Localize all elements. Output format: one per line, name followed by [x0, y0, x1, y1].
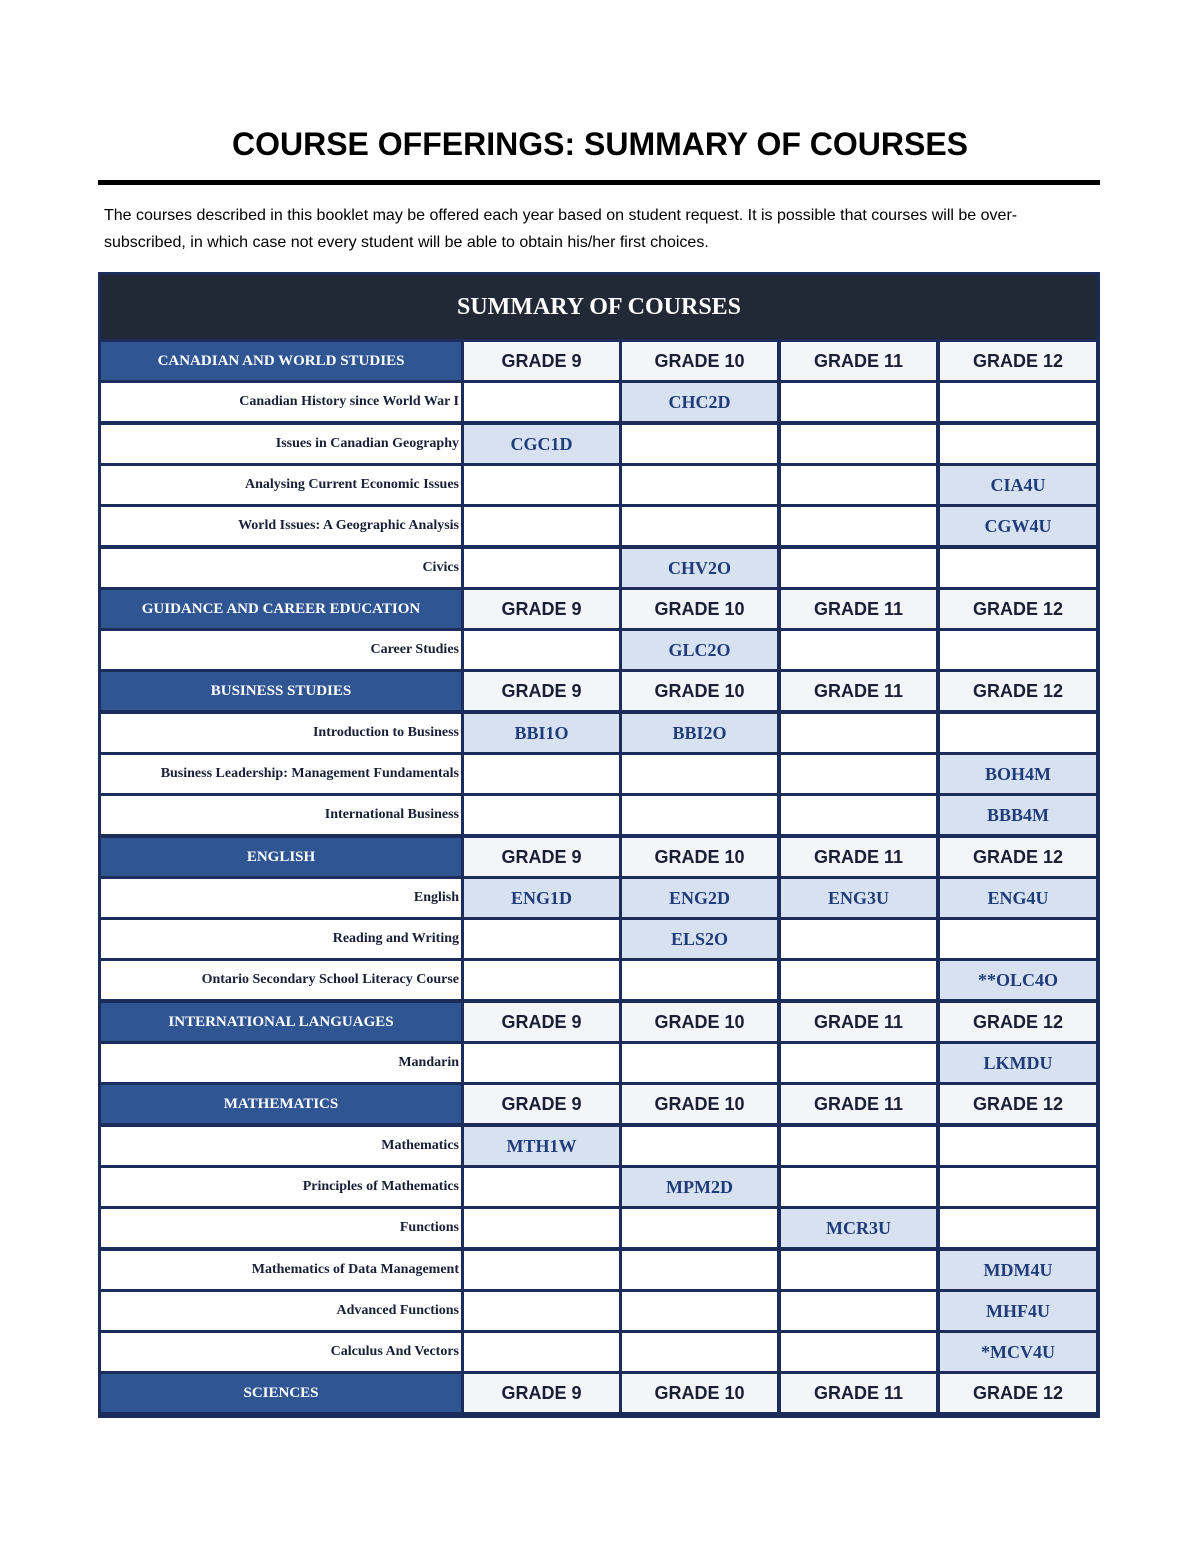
course-name: Canadian History since World War I	[101, 383, 461, 421]
section-name: ENGLISH	[101, 838, 461, 876]
grade-column-header: GRADE 11	[781, 1085, 936, 1123]
section-header-row	[98, 1085, 1100, 1123]
empty-cell	[464, 1044, 619, 1082]
grade-column-header: GRADE 9	[464, 1374, 619, 1412]
course-name: Mandarin	[101, 1044, 461, 1082]
empty-cell	[464, 549, 619, 587]
empty-cell	[464, 631, 619, 669]
course-name: Analysing Current Economic Issues	[101, 466, 461, 504]
course-name: Principles of Mathematics	[101, 1168, 461, 1206]
course-name: Introduction to Business	[101, 714, 461, 752]
empty-cell	[464, 466, 619, 504]
course-code: ENG4U	[940, 879, 1096, 917]
empty-cell	[622, 425, 777, 463]
grade-column-header: GRADE 11	[781, 1374, 936, 1412]
grade-column-header: GRADE 10	[622, 1374, 777, 1412]
empty-cell	[940, 425, 1096, 463]
empty-cell	[781, 920, 936, 958]
empty-cell	[781, 383, 936, 421]
table-row	[98, 1292, 1100, 1330]
empty-cell	[940, 1209, 1096, 1247]
section-header-row	[98, 1374, 1100, 1412]
section-name: CANADIAN AND WORLD STUDIES	[101, 342, 461, 380]
empty-cell	[781, 549, 936, 587]
grade-column-header: GRADE 11	[781, 342, 936, 380]
section-name: INTERNATIONAL LANGUAGES	[101, 1003, 461, 1041]
course-code: BBI1O	[464, 714, 619, 752]
course-code: ENG2D	[622, 879, 777, 917]
grade-column-header: GRADE 10	[622, 1085, 777, 1123]
grade-column-header: GRADE 10	[622, 342, 777, 380]
course-name: Business Leadership: Management Fundamentals	[101, 755, 461, 793]
empty-cell	[781, 1127, 936, 1165]
course-code: CIA4U	[940, 466, 1096, 504]
empty-cell	[781, 1251, 936, 1289]
grade-column-header: GRADE 9	[464, 838, 619, 876]
empty-cell	[464, 1251, 619, 1289]
grade-column-header: GRADE 9	[464, 590, 619, 628]
empty-cell	[464, 961, 619, 999]
course-code: CHV2O	[622, 549, 777, 587]
summary-table	[98, 272, 1100, 1418]
table-row	[98, 549, 1100, 587]
course-code: ENG3U	[781, 879, 936, 917]
empty-cell	[622, 1127, 777, 1165]
table-row	[98, 1168, 1100, 1206]
table-row	[98, 1251, 1100, 1289]
table-row	[98, 1333, 1100, 1371]
course-code: MPM2D	[622, 1168, 777, 1206]
grade-column-header: GRADE 10	[622, 838, 777, 876]
empty-cell	[622, 1251, 777, 1289]
empty-cell	[464, 1209, 619, 1247]
empty-cell	[622, 1333, 777, 1371]
course-code: BBI2O	[622, 714, 777, 752]
table-row	[98, 425, 1100, 463]
grade-column-header: GRADE 12	[940, 838, 1096, 876]
empty-cell	[622, 796, 777, 834]
empty-cell	[622, 507, 777, 545]
table-row	[98, 879, 1100, 917]
empty-cell	[464, 383, 619, 421]
grade-column-header: GRADE 12	[940, 1374, 1096, 1412]
section-name: GUIDANCE AND CAREER EDUCATION	[101, 590, 461, 628]
course-name: Ontario Secondary School Literacy Course	[101, 961, 461, 999]
empty-cell	[622, 1044, 777, 1082]
section-header-row	[98, 1003, 1100, 1041]
grade-column-header: GRADE 9	[464, 1003, 619, 1041]
table-row	[98, 1127, 1100, 1165]
table-row	[98, 961, 1100, 999]
course-code: MHF4U	[940, 1292, 1096, 1330]
empty-cell	[622, 961, 777, 999]
course-name: English	[101, 879, 461, 917]
grade-column-header: GRADE 11	[781, 590, 936, 628]
course-name: Issues in Canadian Geography	[101, 425, 461, 463]
empty-cell	[781, 1168, 936, 1206]
course-code: CGW4U	[940, 507, 1096, 545]
table-row	[98, 920, 1100, 958]
grade-column-header: GRADE 12	[940, 1085, 1096, 1123]
empty-cell	[622, 1209, 777, 1247]
empty-cell	[940, 631, 1096, 669]
empty-cell	[781, 1044, 936, 1082]
grade-column-header: GRADE 12	[940, 1003, 1096, 1041]
empty-cell	[464, 755, 619, 793]
table-row	[98, 755, 1100, 793]
empty-cell	[464, 1168, 619, 1206]
title-divider	[98, 180, 1100, 185]
table-row	[98, 714, 1100, 752]
table-row	[98, 631, 1100, 669]
empty-cell	[781, 466, 936, 504]
course-code: BOH4M	[940, 755, 1096, 793]
section-header-row	[98, 838, 1100, 876]
empty-cell	[940, 714, 1096, 752]
empty-cell	[781, 425, 936, 463]
section-header-row	[98, 342, 1100, 380]
empty-cell	[622, 755, 777, 793]
empty-cell	[781, 631, 936, 669]
section-header-row	[98, 590, 1100, 628]
course-name: Mathematics of Data Management	[101, 1251, 461, 1289]
grade-column-header: GRADE 9	[464, 672, 619, 710]
grade-column-header: GRADE 12	[940, 672, 1096, 710]
grade-column-header: GRADE 9	[464, 342, 619, 380]
grade-column-header: GRADE 11	[781, 838, 936, 876]
empty-cell	[940, 920, 1096, 958]
section-name: SCIENCES	[101, 1374, 461, 1412]
table-row	[98, 1044, 1100, 1082]
empty-cell	[464, 1292, 619, 1330]
grade-column-header: GRADE 11	[781, 1003, 936, 1041]
course-name: Advanced Functions	[101, 1292, 461, 1330]
table-row	[98, 466, 1100, 504]
course-name: Civics	[101, 549, 461, 587]
grade-column-header: GRADE 10	[622, 672, 777, 710]
course-code: MTH1W	[464, 1127, 619, 1165]
empty-cell	[940, 549, 1096, 587]
empty-cell	[622, 466, 777, 504]
empty-cell	[781, 796, 936, 834]
empty-cell	[781, 714, 936, 752]
course-name: Mathematics	[101, 1127, 461, 1165]
empty-cell	[464, 920, 619, 958]
empty-cell	[781, 1292, 936, 1330]
course-code: BBB4M	[940, 796, 1096, 834]
table-row	[98, 507, 1100, 545]
empty-cell	[781, 961, 936, 999]
course-code: ELS2O	[622, 920, 777, 958]
course-code: MCR3U	[781, 1209, 936, 1247]
course-code: CHC2D	[622, 383, 777, 421]
course-code: *MCV4U	[940, 1333, 1096, 1371]
course-name: Functions	[101, 1209, 461, 1247]
empty-cell	[940, 383, 1096, 421]
intro-paragraph: The courses described in this booklet may be offered each year based on student request. It is possible that courses will be over-subscribed, in which case not every student will be able to obtain his/her first choices.	[104, 207, 1018, 251]
grade-column-header: GRADE 12	[940, 342, 1096, 380]
empty-cell	[940, 1127, 1096, 1165]
empty-cell	[940, 1168, 1096, 1206]
course-code: ENG1D	[464, 879, 619, 917]
empty-cell	[781, 507, 936, 545]
empty-cell	[781, 755, 936, 793]
section-name: MATHEMATICS	[101, 1085, 461, 1123]
empty-cell	[622, 1292, 777, 1330]
course-code: LKMDU	[940, 1044, 1096, 1082]
course-name: Calculus And Vectors	[101, 1333, 461, 1371]
grade-column-header: GRADE 10	[622, 1003, 777, 1041]
empty-cell	[464, 507, 619, 545]
course-code: GLC2O	[622, 631, 777, 669]
grade-column-header: GRADE 11	[781, 672, 936, 710]
empty-cell	[464, 1333, 619, 1371]
section-header-row	[98, 672, 1100, 710]
table-row	[98, 383, 1100, 421]
section-name: BUSINESS STUDIES	[101, 672, 461, 710]
table-row	[98, 796, 1100, 834]
course-name: International Business	[101, 796, 461, 834]
course-name: World Issues: A Geographic Analysis	[101, 507, 461, 545]
page-title: COURSE OFFERINGS: SUMMARY OF COURSES	[231, 126, 969, 162]
empty-cell	[464, 796, 619, 834]
empty-cell	[781, 1333, 936, 1371]
course-name: Career Studies	[101, 631, 461, 669]
table-row	[98, 1209, 1100, 1247]
course-code: MDM4U	[940, 1251, 1096, 1289]
course-code: CGC1D	[464, 425, 619, 463]
grade-column-header: GRADE 10	[622, 590, 777, 628]
grade-column-header: GRADE 9	[464, 1085, 619, 1123]
course-code: **OLC4O	[940, 961, 1096, 999]
course-name: Reading and Writing	[101, 920, 461, 958]
table-title: SUMMARY OF COURSES	[101, 275, 1097, 339]
grade-column-header: GRADE 12	[940, 590, 1096, 628]
